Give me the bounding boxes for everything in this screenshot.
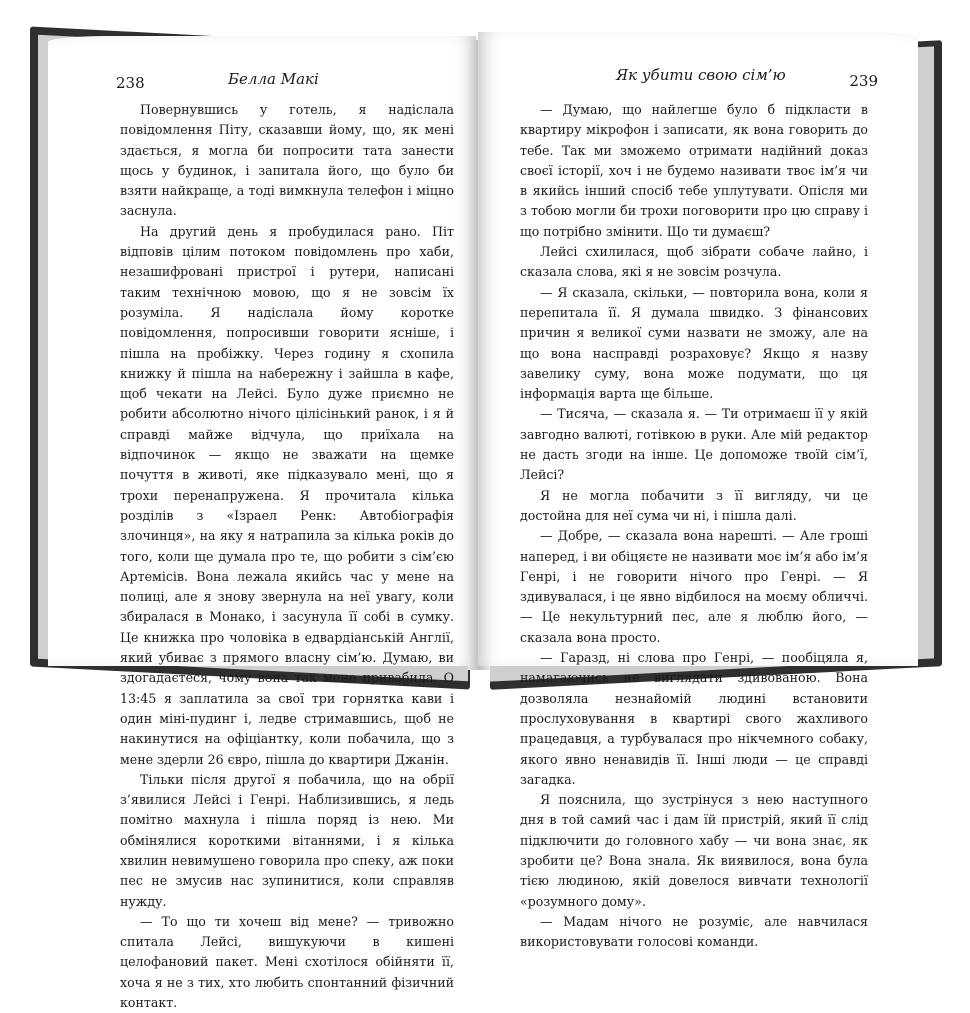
paragraph: — Добре, — сказала вона нарешті. — Але гроші наперед, і ви обіцяєте не називати моє ім’я або ім’я Генрі, і не говорити нічого про Генрі. — Я здивувалася, і це явно відбилося на моєму обличчі. — Це некультурний пес, але я люблю його, — сказала вона просто. [520, 528, 868, 645]
right-page [478, 32, 918, 950]
paragraph: — Мадам нічого не розуміє, але навчилася використовувати голосові команди. [520, 913, 868, 950]
left-page-body [120, 100, 454, 1013]
running-head-title: Як убити свою сім’ю [616, 66, 786, 84]
running-head-author: Белла Макі [228, 70, 319, 88]
paragraph: — Тисяча, — сказала я. — Ти отримаєш її у якій завгодно валюті, готівкою в руки. Але мій редактор не дасть згоди на інше. Це допоможе твоїй сім’ї, Лейсі? [520, 406, 868, 483]
left-page [48, 36, 476, 1011]
paragraph: Я пояснила, що зустрінуся з нею наступного дня в той самий час і дам їй пристрій, який її слід підключити до головного хабу — чи вона знає, як зробити це? Вона знала. Як виявилося, вона була тією людиною, якій довелося вивчати технології «розумного дому». [520, 792, 868, 909]
paragraph: — Думаю, що найлегше було б підкласти в квартиру мікрофон і записати, як вона говорить до тебе. Так ми зможемо отримати надійний доказ своєї історії, хоч і не будемо називати твоє ім’я чи в якийсь інший спосіб тебе уплутувати. Опісля ми з тобою могли би трохи поговорити про цю справу і що потрібно змінити. Що ти думаєш? [520, 102, 868, 239]
paragraph: — То що ти хочеш від мене? — тривожно спитала Лейсі, вишукуючи в кишені целофановий пакет. Мені схотілося обійняти її, хоча я не з тих, хто любить спонтанний фізичний контакт. [120, 913, 454, 1011]
paragraph: Тільки після другої я побачила, що на обрії з’явилися Лейсі і Генрі. Наблизившись, я ледь помітно махнула і пішла поряд із нею. Ми обмінялися короткими вітаннями, і я кілька хвилин невимушено говорила про спеку, аж поки пес не змусив нас зупинитися, коли справляв нужду. [120, 771, 454, 909]
paragraph: Лейсі схилилася, щоб зібрати собаче лайно, і сказала слова, які я не зовсім розчула. [520, 244, 868, 280]
paragraph: — Гаразд, ні слова про Генрі, — пообіцяла я, намагаючись не виглядати здивованою. Вона дозволяла незнайомій людині встановити прослуховування в квартирі свого жахливого працедавця, а турбувалася про нікчемного собаку, якого явно ненавидів її. Інші люди — це справді загадка. [520, 650, 868, 787]
paragraph: Повернувшись у готель, я надіслала повідомлення Піту, сказавши йому, що, як мені здається, я могла би попросити тата занести щось у будинок, і запитала його, що було би взяти найкраще, а тоді вимкнула телефон і міцно заснула. [120, 102, 454, 219]
paragraph: — Я сказала, скільки, — повторила вона, коли я перепитала її. Я думала швидко. З фінансових причин я великої суми назвати не зможу, але на що вона насправді розраховує? Якщо я назву завелику суму, вона може подумати, що ця інформація варта ще більше. [520, 284, 868, 402]
page-number-left: 238 [116, 74, 145, 92]
paragraph: На другий день я пробудилася рано. Піт відповів цілим потоком повідомлень про хаби, незашифровані пристрої і рутери, написані таким технічною мовою, що я не зовсім їх розуміла. Я надіслала йому коротке повідомлення, попросивши говорити ясніше, і пішла на пробіжку. Через годину я схопила книжку й пішла на набережну і зайшла в кафе, щоб чекати на Лейсі. Було дуже приємно не робити абсолютно нічого цілісінький ранок, і я й справді майже відчула, що приїхала на відпочинок — якщо не зважати на щемке почуття в животі, яке підказувало мені, що я трохи перенапружена. Я прочитала кілька розділів з «Ізраел Ренк: Автобіографія злочинця», на яку я натрапила за кілька років до того, коли ще думала про те, що робити з сім’єю Артемісів. Вона лежала якийсь час у мене на полиці, але я знову звернула на неї увагу, коли збиралася в Монако, і засунула її собі в сумку. Це книжка про чоловіка в едвардіанській Англії, який убиває з прямого власну сім’ю. Думаю, ви здогадаєтеся, чому вона так мене привабила. О 13:45 я заплатила за свої три горнятка кави і один міні-пудинг і, ледве стримавшись, щоб не накинутися на офіціантку, коли побачила, що з мене здерли 26 євро, пішла до квартири Джанін. [120, 223, 454, 767]
page-number-right: 239 [849, 72, 878, 90]
right-page-body [520, 100, 868, 952]
paragraph: Я не могла побачити з її вигляду, чи це достойна для неї сума чи ні, і пішла далі. [520, 487, 868, 523]
